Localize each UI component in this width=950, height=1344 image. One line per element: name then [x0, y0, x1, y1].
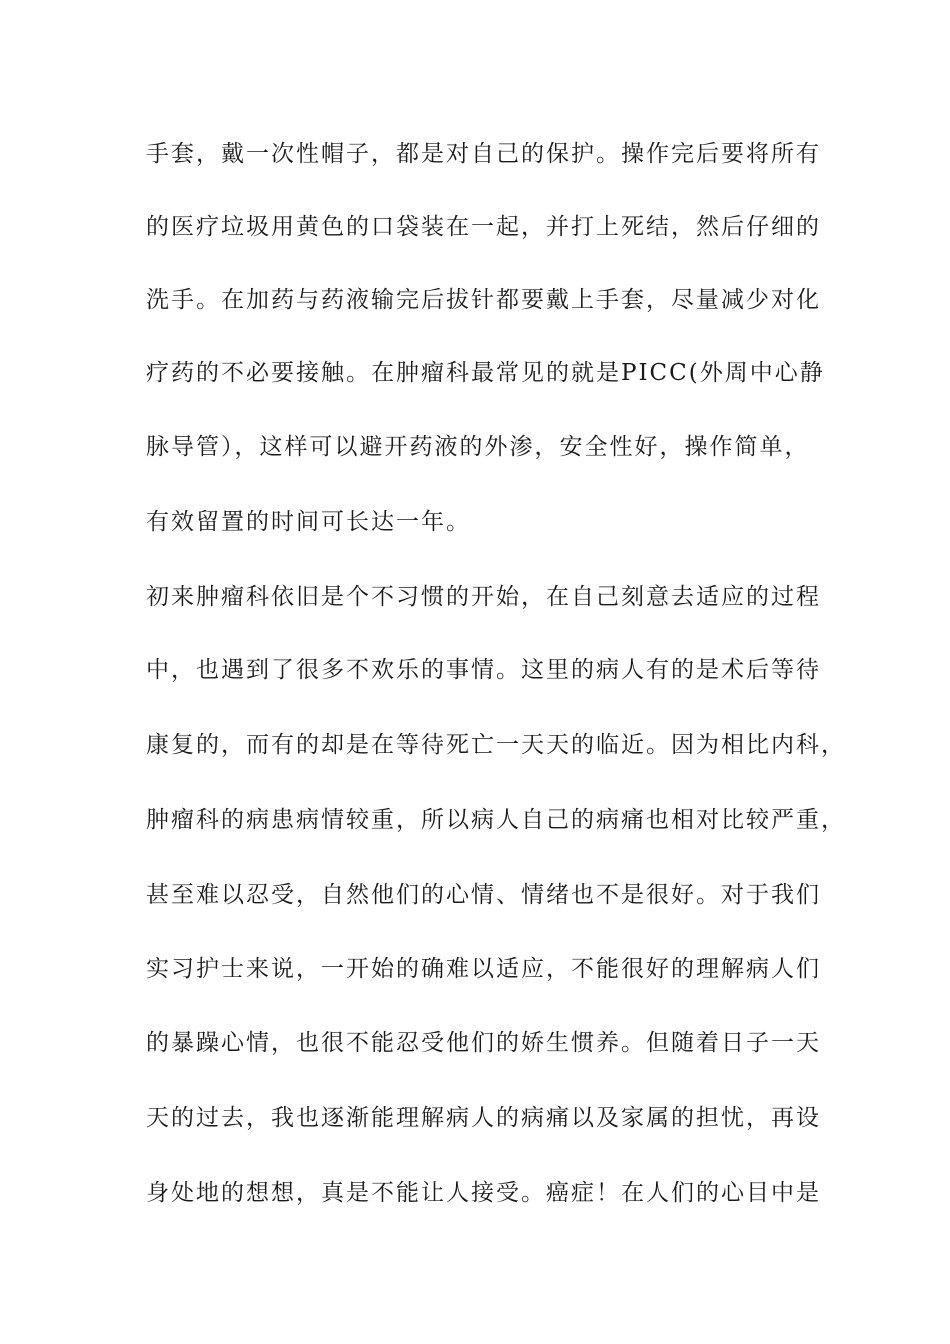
- text-line: 脉导管），这样可以避开药液的外渗，安全性好，操作简单，: [146, 434, 810, 460]
- text-line: 康复的，而有的却是在等待死亡一天天的临近。因为相比内科，: [146, 732, 846, 758]
- text-line: 有效留置的时间可长达一年。: [146, 509, 471, 535]
- text-line: 的医疗垃圾用黄色的口袋装在一起，并打上死结，然后仔细的: [146, 214, 821, 240]
- text-line: 天的过去，我也逐渐能理解病人的病痛以及家属的担忧，再设: [146, 1105, 821, 1131]
- text-line: 的暴躁心情，也很不能忍受他们的娇生惯养。但随着日子一天: [146, 1030, 821, 1056]
- text-line: 实习护士来说，一开始的确难以适应，不能很好的理解病人们: [146, 956, 821, 982]
- text-line: 甚至难以忍受，自然他们的心情、情绪也不是很好。对于我们: [146, 882, 821, 908]
- text-line: 初来肿瘤科依旧是个不习惯的开始，在自己刻意去适应的过程: [146, 584, 821, 610]
- text-line: 肿瘤科的病患病情较重，所以病人自己的病痛也相对比较严重，: [146, 807, 846, 833]
- text-line: 手套，戴一次性帽子，都是对自己的保护。操作完后要将所有: [146, 141, 821, 167]
- text-line: 疗药的不必要接触。在肿瘤科最常见的就是PICC(外周中心静: [146, 360, 825, 386]
- text-line: 身处地的想想，真是不能让人接受。癌症！在人们的心目中是: [146, 1180, 821, 1206]
- text-line: 中，也遇到了很多不欢乐的事情。这里的病人有的是术后等待: [146, 657, 821, 683]
- text-line: 洗手。在加药与药液输完后拔针都要戴上手套，尽量减少对化: [146, 287, 821, 313]
